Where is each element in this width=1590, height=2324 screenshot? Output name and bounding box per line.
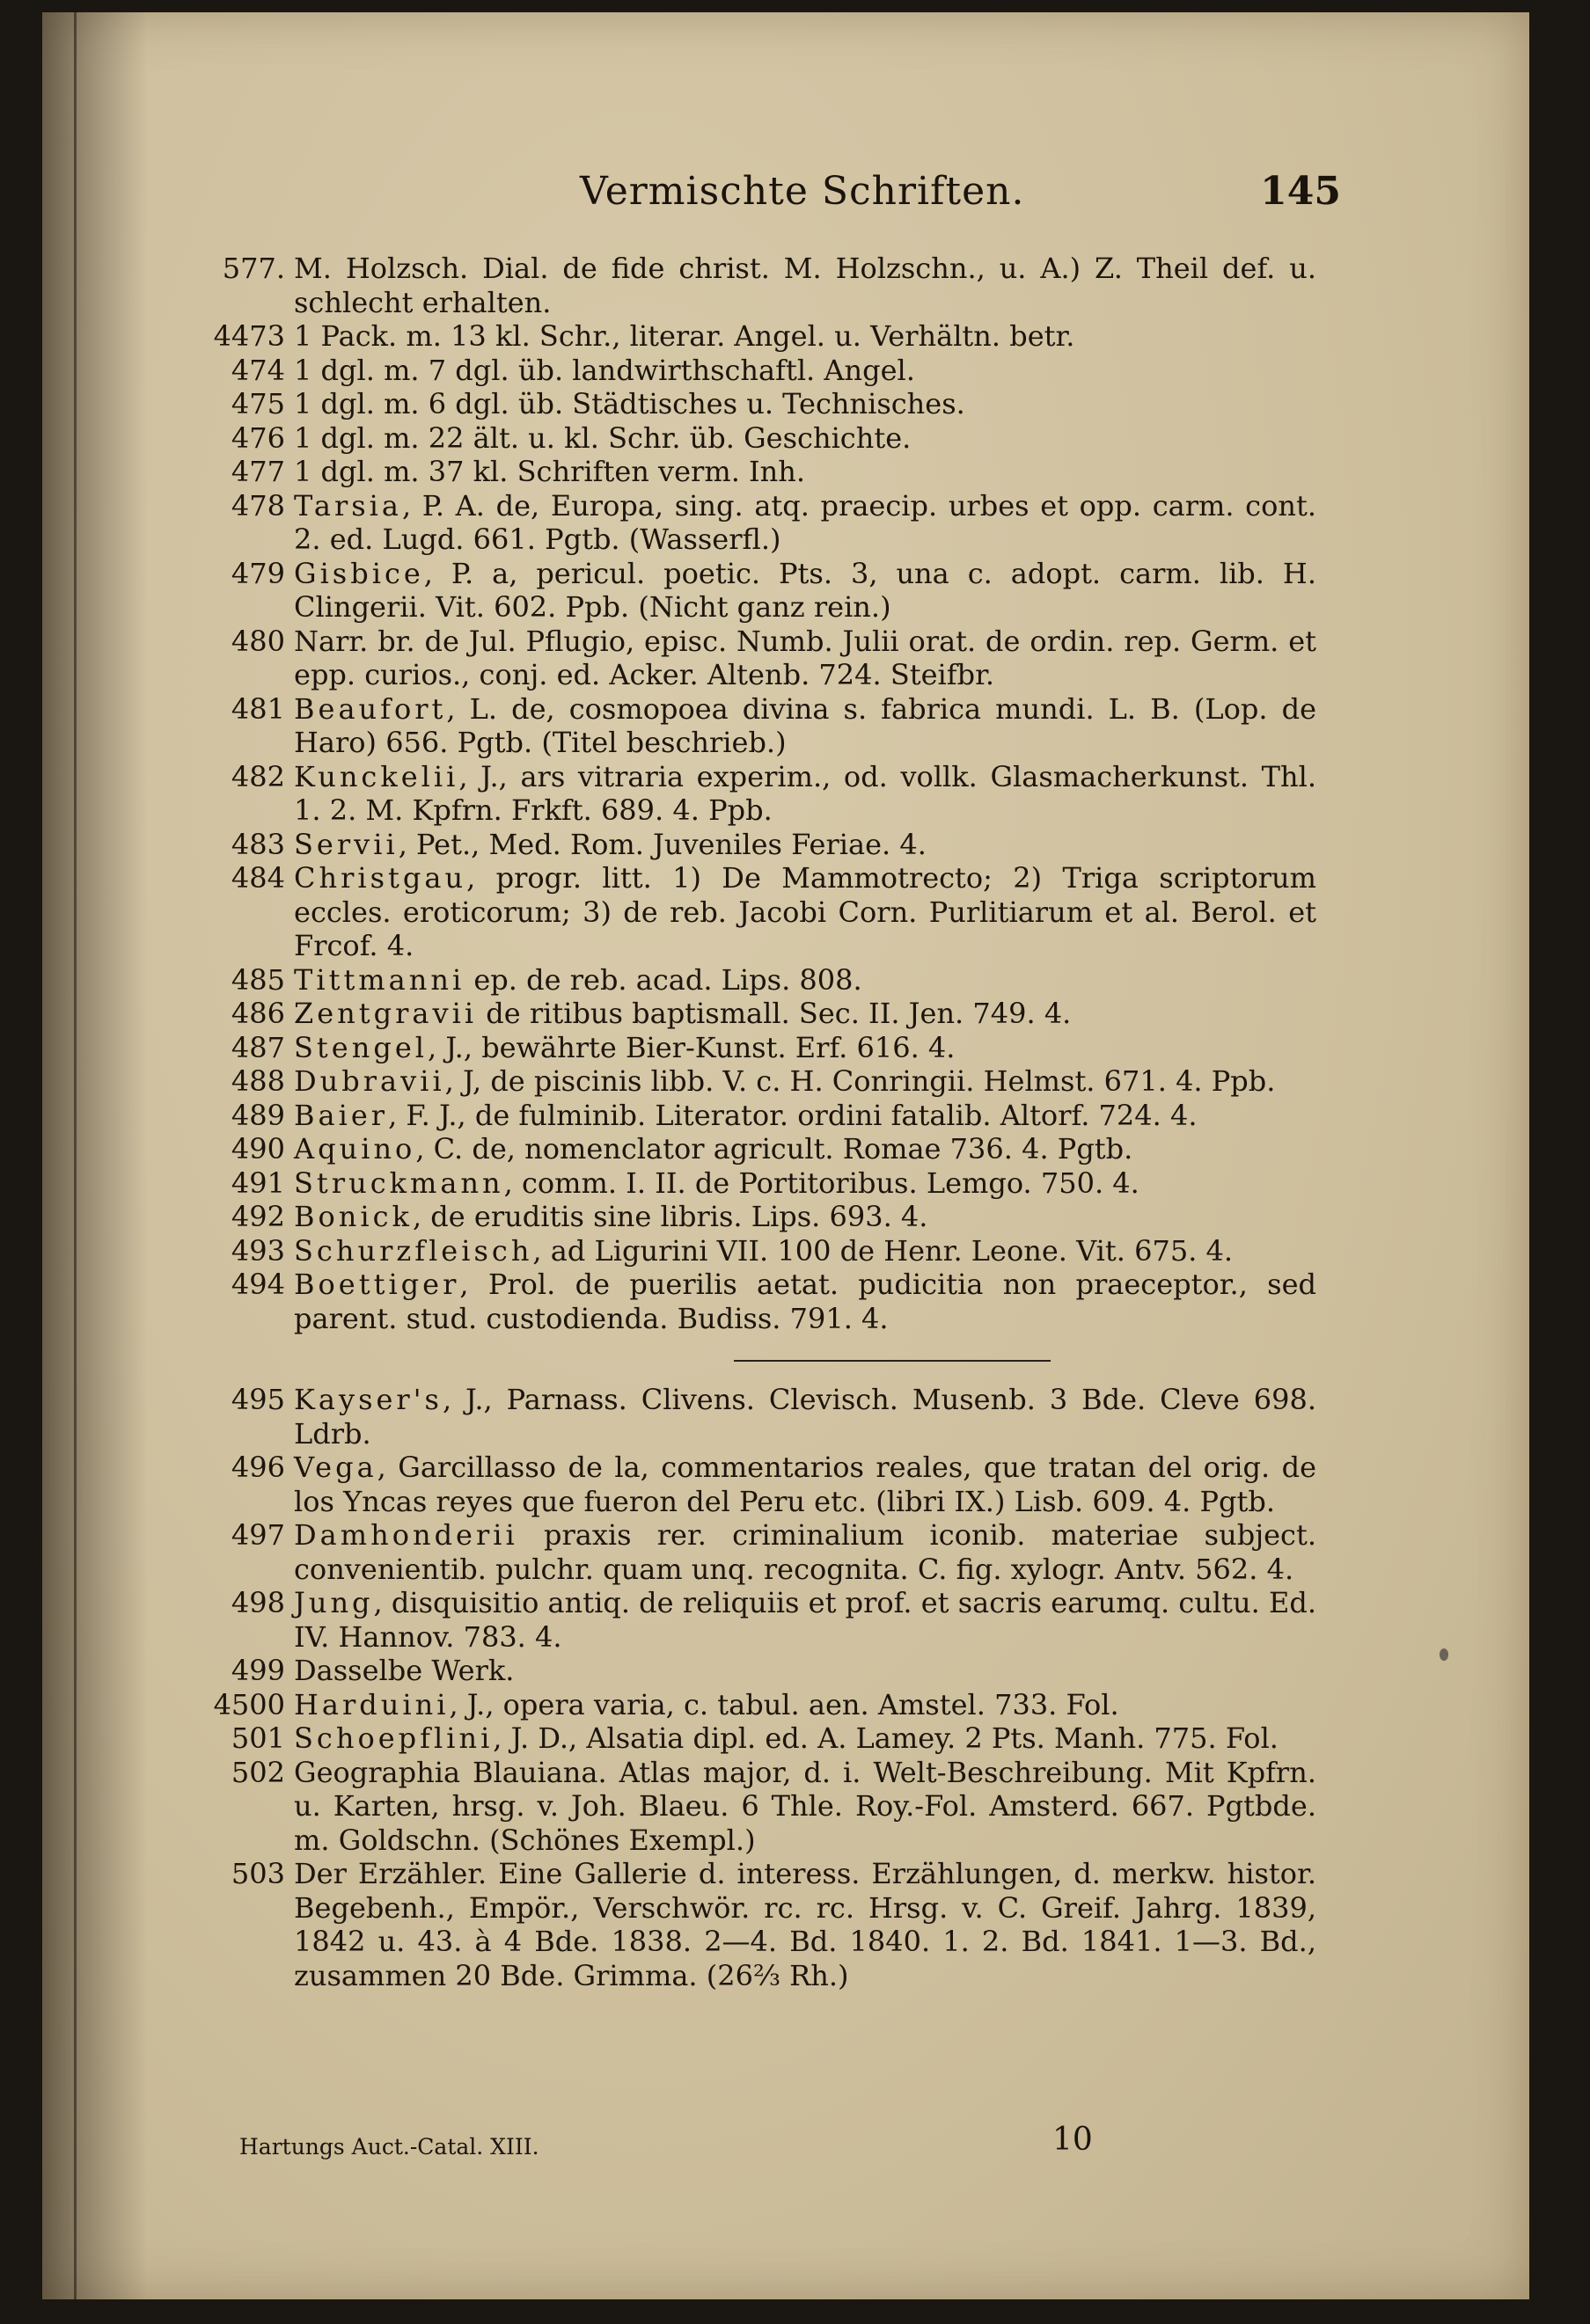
entry-description: M. Holzsch. Dial. de fide christ. M. Holzschn., u. A.) Z. Theil def. u. schlecht erhalten.	[294, 252, 1316, 319]
entry-text	[294, 861, 1316, 963]
catalog-entry	[172, 1721, 1316, 1756]
catalog-entry	[172, 1586, 1316, 1654]
entry-text	[294, 1586, 1316, 1654]
entry-number: 489	[231, 1098, 285, 1132]
entry-number: 475	[231, 387, 285, 420]
catalog-entry	[172, 692, 1316, 760]
entry-number: 496	[231, 1451, 285, 1484]
entry-author: Vega	[294, 1451, 377, 1484]
entry-author: Boettiger	[294, 1268, 460, 1301]
entry-number: 484	[231, 861, 285, 895]
catalog-entry	[172, 625, 1316, 692]
entry-text	[294, 1132, 1316, 1166]
catalog-entry	[172, 557, 1316, 625]
catalog-entry	[172, 319, 1316, 354]
page-header	[250, 162, 1341, 223]
entry-description: , J., Parnass. Clivens. Clevisch. Musenb. 3 Bde. Cleve 698. Ldrb.	[294, 1383, 1316, 1451]
entry-author: Christgau	[294, 861, 467, 895]
entry-text	[294, 828, 1316, 862]
entry-description: , J. D., Alsatia dipl. ed. A. Lamey. 2 Pts. Manh. 775. Fol.	[493, 1721, 1279, 1755]
entry-number: 486	[231, 997, 285, 1030]
catalog-entry	[172, 387, 1316, 421]
entry-description: Narr. br. de Jul. Pflugio, episc. Numb. Julii orat. de ordin. rep. Germ. et epp. curios., conj. ed. Acker. Altenb. 724. Steifbr.	[294, 624, 1316, 691]
catalog-entry	[172, 1268, 1316, 1335]
entry-number: 4473	[213, 319, 285, 353]
page-footer	[239, 2122, 1119, 2174]
entry-description: ep. de reb. acad. Lips. 808.	[465, 962, 862, 997]
entry-author: Kunckelii	[294, 759, 459, 793]
entry-number: 490	[231, 1132, 285, 1166]
entry-text	[294, 1857, 1316, 1992]
entry-text	[294, 319, 1316, 354]
entry-text	[294, 1654, 1316, 1688]
entry-text	[294, 1031, 1316, 1065]
catalog-entry	[172, 1234, 1316, 1268]
entry-number: 4500	[213, 1687, 285, 1721]
entry-number: 487	[231, 1030, 285, 1064]
entry-number: 485	[231, 962, 285, 997]
entry-description: , F. J., de fulminib. Literator. ordini fatalib. Altorf. 724. 4.	[388, 1098, 1198, 1132]
gutter-shadow	[42, 12, 148, 2299]
printer-signature: Hartungs Auct.-Catal. XIII.	[239, 2134, 539, 2160]
entry-text	[294, 1268, 1316, 1335]
entry-author: Tittmanni	[294, 962, 465, 997]
entry-number: 494	[231, 1268, 285, 1301]
catalog-entry	[172, 1451, 1316, 1518]
entry-author: Zentgravii	[294, 997, 478, 1030]
catalog-entry	[172, 421, 1316, 456]
entry-author: Bonick	[294, 1200, 413, 1233]
entry-text	[294, 1099, 1316, 1133]
entry-text	[294, 692, 1316, 760]
entry-number: 481	[231, 691, 285, 726]
catalog-entry	[172, 354, 1316, 388]
catalog-entry	[172, 861, 1316, 963]
entry-description: , disquisitio antiq. de reliquiis et prof. et sacris earumq. cultu. Ed. IV. Hannov. 783. 4.	[294, 1586, 1316, 1654]
entry-author: Gisbice	[294, 556, 424, 590]
entry-description: 1 dgl. m. 37 kl. Schriften verm. Inh.	[294, 455, 806, 488]
entry-number: 477	[231, 455, 285, 488]
entry-description: , Pet., Med. Rom. Juveniles Feriae. 4.	[398, 827, 927, 861]
scanned-page	[42, 12, 1529, 2299]
entry-description: praxis rer. criminalium iconib. materiae subject. convenientib. pulchr. quam unq. recognita. C. fig. xylogr. Antv. 562. 4.	[294, 1518, 1316, 1586]
entry-text	[294, 1756, 1316, 1858]
entry-list-top	[172, 252, 1316, 1335]
entry-description: , Prol. de puerilis aetat. pudicitia non praeceptor., sed parent. stud. custodienda. Budiss. 791. 4.	[294, 1268, 1316, 1335]
entry-description: 1 dgl. m. 22 ält. u. kl. Schr. üb. Geschichte.	[294, 420, 912, 455]
entry-author: Tarsia	[294, 488, 402, 523]
entry-text	[294, 557, 1316, 625]
section-divider	[734, 1360, 1051, 1362]
entry-text	[294, 1234, 1316, 1268]
entry-number: 474	[231, 353, 285, 387]
entry-author: Schoepflini	[294, 1721, 494, 1755]
entry-text	[294, 421, 1316, 456]
entry-description: , J, de piscinis libb. V. c. H. Conringii. Helmst. 671. 4. Ppb.	[444, 1064, 1276, 1098]
entry-text	[294, 455, 1316, 489]
entry-text	[294, 1166, 1316, 1201]
entry-text	[294, 1451, 1316, 1518]
entry-author: Aquino	[294, 1132, 416, 1166]
entry-list-bottom	[172, 1383, 1316, 1992]
entry-text	[294, 997, 1316, 1031]
entry-description: , Garcillasso de la, commentarios reales, que tratan del orig. de los Yncas reyes que fueron del Peru etc. (libri IX.) Lisb. 609. 4. Pgtb.	[294, 1451, 1316, 1518]
page-number: 145	[1260, 169, 1341, 214]
entry-number: 499	[231, 1654, 285, 1687]
catalog-entry	[172, 828, 1316, 862]
catalog-entry	[172, 1064, 1316, 1099]
entry-description: Der Erzähler. Eine Gallerie d. interess. Erzählungen, d. merkw. histor. Begebenh., Empör., Verschwör. rc. rc. Hrsg. v. C. Greif. Jahrg. 1839, 1842 u. 43. à 4 Bde. 1838. 2—4. Bd. 1840. 1. 2. Bd. 1841. 1—3. Bd., zusammen 20 Bde. Grimma. (26⅔ Rh.)	[294, 1857, 1316, 1992]
catalog-entry	[172, 1200, 1316, 1234]
catalog-entry	[172, 1132, 1316, 1166]
entry-author: Stengel	[294, 1030, 428, 1064]
entry-author: Struckmann	[294, 1166, 504, 1200]
entry-description: , P. A. de, Europa, sing. atq. praecip. urbes et opp. carm. cont. 2. ed. Lugd. 661. Pgtb. (Wasserfl.)	[294, 488, 1316, 556]
entry-number: 483	[231, 827, 285, 861]
catalog-entry	[172, 1518, 1316, 1586]
binding-edge	[74, 12, 77, 2299]
entry-number: 482	[231, 759, 285, 793]
entry-text	[294, 1518, 1316, 1586]
entry-number: 480	[231, 624, 285, 658]
entry-text	[294, 1200, 1316, 1234]
entry-description: , de eruditis sine libris. Lips. 693. 4.	[412, 1200, 928, 1233]
catalog-entry	[172, 1857, 1316, 1992]
entry-number: 497	[231, 1518, 285, 1552]
entry-text	[294, 625, 1316, 692]
entry-author: Servii	[294, 827, 399, 861]
catalog-entry	[172, 1654, 1316, 1688]
catalog-entry	[172, 1099, 1316, 1133]
catalog-entries	[172, 252, 1316, 1992]
entry-description: , comm. I. II. de Portitoribus. Lemgo. 750. 4.	[503, 1166, 1139, 1200]
entry-description: 1 dgl. m. 7 dgl. üb. landwirthschaftl. Angel.	[294, 353, 915, 387]
entry-number: 577.	[222, 252, 285, 285]
catalog-entry	[172, 1031, 1316, 1065]
catalog-entry	[172, 997, 1316, 1031]
entry-author: Dubravii	[294, 1064, 445, 1098]
catalog-entry	[172, 1383, 1316, 1451]
entry-text	[294, 1721, 1316, 1756]
entry-author: Kayser's	[294, 1383, 443, 1416]
entry-description: , J., ars vitraria experim., od. vollk. Glasmacherkunst. Thl. 1. 2. M. Kpfrn. Frkft. 689. 4. Ppb.	[294, 759, 1316, 827]
entry-number: 495	[231, 1383, 285, 1416]
entry-author: Schurzfleisch	[294, 1233, 533, 1268]
entry-text	[294, 760, 1316, 828]
entry-description: , P. a, pericul. poetic. Pts. 3, una c. adopt. carm. lib. H. Clingerii. Vit. 602. Ppb. (Nicht ganz rein.)	[294, 556, 1316, 624]
entry-number: 502	[231, 1755, 285, 1789]
entry-number: 476	[231, 420, 285, 455]
catalog-entry	[172, 1166, 1316, 1201]
catalog-entry	[172, 489, 1316, 557]
entry-author: Damhonderii	[294, 1518, 518, 1552]
entry-text	[294, 387, 1316, 421]
entry-text	[294, 354, 1316, 388]
entry-description: , J., opera varia, c. tabul. aen. Amstel. 733. Fol.	[449, 1687, 1119, 1721]
entry-number: 493	[231, 1233, 285, 1268]
entry-text	[294, 963, 1316, 998]
entry-description: 1 dgl. m. 6 dgl. üb. Städtisches u. Technisches.	[294, 387, 965, 420]
entry-description: Dasselbe Werk.	[294, 1654, 515, 1687]
entry-text	[294, 1688, 1316, 1722]
catalog-entry	[172, 455, 1316, 489]
entry-number: 479	[231, 556, 285, 590]
entry-author: Jung	[294, 1586, 374, 1619]
entry-author: Baier	[294, 1098, 389, 1132]
catalog-entry	[172, 963, 1316, 998]
entry-description: , C. de, nomenclator agricult. Romae 736. 4. Pgtb.	[415, 1132, 1133, 1166]
entry-text	[294, 1064, 1316, 1099]
entry-description: , J., bewährte Bier-Kunst. Erf. 616. 4.	[427, 1030, 956, 1064]
entry-description: de ritibus baptismall. Sec. II. Jen. 749. 4.	[477, 997, 1072, 1030]
entry-text	[294, 1383, 1316, 1451]
entry-description: , ad Ligurini VII. 100 de Henr. Leone. Vit. 675. 4.	[532, 1233, 1234, 1268]
entry-number: 491	[231, 1166, 285, 1200]
entry-description: , progr. litt. 1) De Mammotrecto; 2) Triga scriptorum eccles. eroticorum; 3) de reb. Jacobi Corn. Purlitiarum et al. Berol. et Frcof. 4.	[294, 861, 1316, 962]
entry-number: 503	[231, 1857, 285, 1890]
entry-number: 488	[231, 1064, 285, 1098]
entry-description: 1 Pack. m. 13 kl. Schr., literar. Angel. u. Verhältn. betr.	[294, 319, 1075, 353]
running-title: Vermischte Schriften.	[580, 169, 1025, 214]
entry-text	[294, 489, 1316, 557]
entry-number: 478	[231, 488, 285, 523]
entry-number: 492	[231, 1200, 285, 1233]
entry-number: 498	[231, 1586, 285, 1619]
entry-text	[294, 252, 1316, 319]
ink-speck	[1440, 1648, 1448, 1661]
entry-author: Harduini	[294, 1687, 450, 1721]
catalog-entry	[172, 760, 1316, 828]
catalog-entry	[172, 252, 1316, 319]
sheet-number: 10	[1052, 2122, 1093, 2158]
entry-number: 501	[231, 1721, 285, 1755]
entry-description: Geographia Blauiana. Atlas major, d. i. Welt-Beschreibung. Mit Kpfrn. u. Karten, hrsg. v. Joh. Blaeu. 6 Thle. Roy.-Fol. Amsterd. 667. Pgtbde. m. Goldschn. (Schönes Exempl.)	[294, 1755, 1316, 1857]
catalog-entry	[172, 1688, 1316, 1722]
catalog-entry	[172, 1756, 1316, 1858]
entry-author: Beaufort	[294, 691, 447, 726]
entry-description: , L. de, cosmopoea divina s. fabrica mundi. L. B. (Lop. de Haro) 656. Pgtb. (Titel beschrieb.)	[294, 691, 1316, 759]
